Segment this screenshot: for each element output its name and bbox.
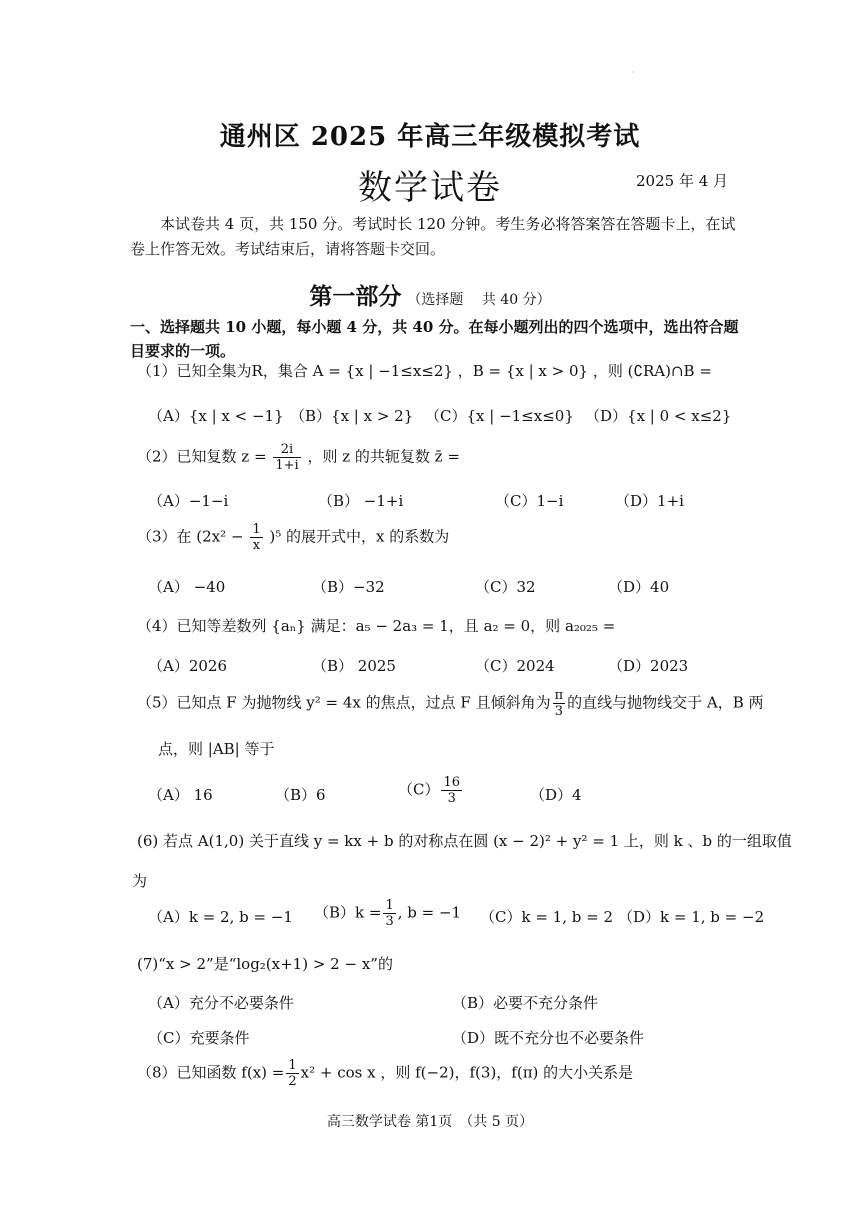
question-4-option-b: （B） 2025 — [312, 657, 396, 675]
question-6-option-c: （C）k = 1, b = 2 — [480, 908, 614, 926]
question-7-option-a: （A）充分不必要条件 — [148, 994, 294, 1012]
corner-mark: · — [632, 68, 635, 77]
question-6-stem: (6) 若点 A(1,0) 关于直线 y = kx + b 的对称点在圆 (x − 2)² + y² = 1 上，则 k 、b 的一组取值 — [137, 832, 792, 850]
question-2-option-a: （A）−1−i — [148, 492, 229, 510]
question-1-option-c: （C）{x | −1≤x≤0} — [425, 407, 574, 425]
question-5-stem-continued: 点，则 |AB| 等于 — [158, 740, 275, 758]
exam-instructions: 本试卷共 4 页，共 150 分。考试时长 120 分钟。考生务必将答案答在答题卡上，在试卷上作答无效。考试结束后，请将答题卡交回。 — [130, 215, 736, 258]
question-8-stem-b: x² + cos x ，则 f(−2)，f(3)，f(π) 的大小关系是 — [300, 1063, 634, 1082]
question-5-stem-a: （5）已知点 F 为抛物线 y² = 4x 的焦点，过点 F 且倾斜角为 — [137, 693, 551, 712]
question-6-option-a: （A）k = 2, b = −1 — [148, 908, 293, 926]
option-c-label: （C） — [398, 780, 440, 799]
question-2-stem-b: ，则 z 的共轭复数 z̄ = — [307, 447, 460, 466]
question-5-stem — [137, 688, 764, 719]
section-heading: 一、选择题共 10 小题，每小题 4 分，共 40 分。在每小题列出的四个选项中，选出符合题目要求的一项。 — [130, 318, 739, 360]
page-footer: 高三数学试卷 第1页 （共 5 页） — [326, 1114, 534, 1130]
exam-subtitle: 数学试卷 — [358, 168, 502, 208]
question-3-option-d: （D）40 — [608, 578, 670, 596]
question-1-option-d: （D）{x | 0 < x≤2} — [585, 407, 732, 425]
fraction-denominator: 3 — [385, 914, 394, 929]
question-6-option-d: （D）k = 1, b = −2 — [618, 908, 765, 926]
option-b-fraction — [383, 898, 395, 929]
fraction-numerator: 16 — [443, 775, 461, 790]
fraction-denominator: 3 — [447, 791, 456, 806]
question-6-option-b — [314, 898, 461, 929]
fraction-denominator: 1+i — [275, 458, 299, 473]
question-1-option-a: （A）{x | x < −1} — [148, 407, 284, 425]
question-4-option-c: （C）2024 — [475, 657, 555, 675]
fraction-numerator: 1 — [252, 522, 261, 537]
exam-title: 通州区 2025 年高三年级模拟考试 — [219, 122, 641, 152]
option-b-label: （B）k = — [314, 903, 382, 922]
fraction-numerator: 1 — [385, 898, 394, 913]
question-3-stem — [137, 522, 449, 553]
question-7-option-d: （D）既不充分也不必要条件 — [452, 1029, 645, 1047]
question-3-option-b: （B）−32 — [312, 578, 385, 596]
question-2-stem — [137, 442, 460, 473]
fraction-numerator: 1 — [288, 1058, 297, 1073]
question-3-stem-a: （3）在 (2x² − — [137, 527, 244, 546]
question-3-stem-b: )⁵ 的展开式中，x 的系数为 — [269, 527, 450, 546]
fraction-denominator: 3 — [554, 704, 563, 719]
option-b-tail: , b = −1 — [397, 903, 462, 922]
question-5-option-b: （B）6 — [275, 786, 326, 804]
question-7-option-c: （C）充要条件 — [148, 1029, 250, 1047]
question-8-stem — [137, 1058, 633, 1089]
question-2-option-c: （C）1−i — [495, 492, 564, 510]
question-1-stem: （1）已知全集为R，集合 A = {x | −1≤x≤2} ，B = {x | x > 0} ，则 (∁RA)∩B = — [137, 362, 712, 380]
question-4-option-d: （D）2023 — [608, 657, 689, 675]
exam-date: 2025 年 4 月 — [636, 172, 729, 190]
question-2-fraction — [273, 442, 300, 473]
question-2-option-b: （B） −1+i — [318, 492, 404, 510]
option-c-fraction — [441, 775, 462, 806]
fraction-denominator: 2 — [288, 1074, 297, 1089]
question-3-option-a: （A） −40 — [148, 578, 226, 596]
question-5-option-c — [398, 775, 464, 806]
fraction-numerator: π — [554, 688, 564, 703]
question-7-stem: (7)“x > 2”是“log₂(x+1) > 2 − x”的 — [137, 955, 393, 973]
question-3-option-c: （C）32 — [475, 578, 536, 596]
question-8-stem-a: （8）已知函数 f(x) = — [137, 1063, 285, 1082]
question-2-stem-a: （2）已知复数 z = — [137, 447, 267, 466]
part-title: 第一部分 — [309, 283, 402, 310]
fraction-numerator: 2i — [273, 442, 300, 458]
part-heading — [0, 278, 860, 311]
question-2-option-d: （D）1+i — [615, 492, 684, 510]
question-7-option-b: （B）必要不充分条件 — [452, 994, 599, 1012]
question-4-option-a: （A）2026 — [148, 657, 228, 675]
fraction-denominator: x — [252, 538, 261, 553]
question-8-fraction — [286, 1058, 298, 1089]
question-5-option-d: （D）4 — [530, 786, 582, 804]
question-5-fraction — [553, 688, 566, 719]
question-6-stem-continued: 为 — [132, 872, 148, 890]
question-1-option-b: （B）{x | x > 2} — [290, 407, 414, 425]
question-3-fraction — [250, 522, 262, 553]
part-note: （选择题 共 40 分） — [407, 292, 551, 308]
question-4-stem: （4）已知等差数列 {aₙ} 满足：a₅ − 2a₃ = 1，且 a₂ = 0，则 a₂₀₂₅ = — [137, 617, 616, 635]
question-5-stem-b: 的直线与抛物线交于 A，B 两 — [567, 693, 764, 712]
question-5-option-a: （A） 16 — [148, 786, 213, 804]
